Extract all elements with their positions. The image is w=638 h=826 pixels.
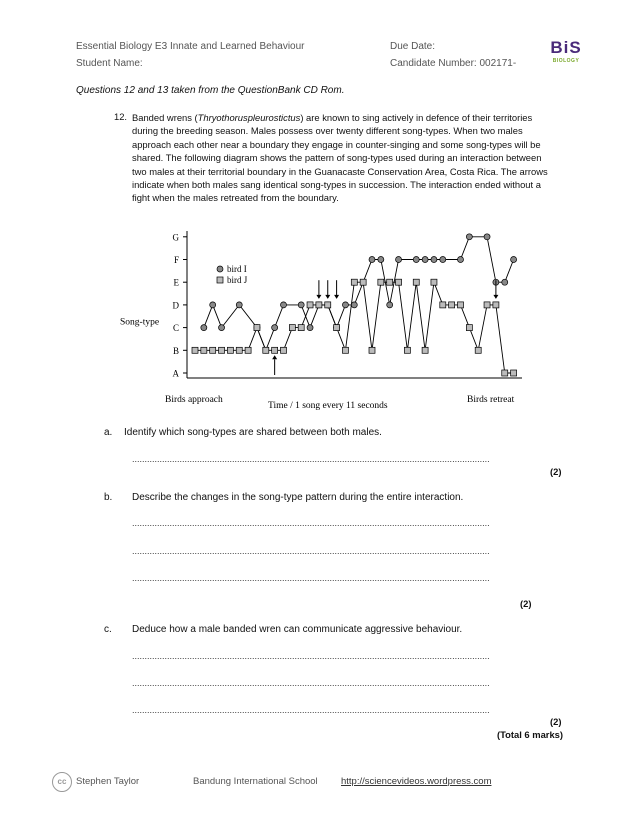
data-point-bird-j (334, 325, 340, 331)
data-point-bird-i (422, 257, 428, 263)
arrow-up-head (272, 355, 277, 359)
answer-line-a1[interactable]: ............................................................................................................................................... (132, 454, 490, 464)
data-point-bird-j (422, 347, 428, 353)
data-point-bird-j (192, 347, 198, 353)
answer-line-c2[interactable]: ............................................................................................................................................... (132, 678, 490, 688)
candidate-number: Candidate Number: 002171- (390, 58, 517, 69)
data-point-bird-j (378, 279, 384, 285)
y-tick-label: F (173, 255, 179, 265)
data-point-bird-i (236, 302, 242, 308)
source-note: Questions 12 and 13 taken from the QuestionBank CD Rom. (76, 85, 345, 96)
legend-marker-bird-j (217, 277, 223, 283)
data-point-bird-i (369, 257, 375, 263)
arrow-down-head (316, 295, 321, 299)
data-point-bird-j (263, 347, 269, 353)
data-point-bird-j (387, 279, 393, 285)
data-point-bird-j (236, 347, 242, 353)
data-point-bird-j (369, 347, 375, 353)
data-point-bird-j (404, 347, 410, 353)
data-point-bird-j (360, 279, 366, 285)
data-point-bird-j (440, 302, 446, 308)
data-point-bird-j (484, 302, 490, 308)
data-point-bird-j (281, 347, 287, 353)
y-tick-label: B (172, 345, 179, 356)
data-point-bird-i (440, 257, 446, 263)
part-a-question: Identify which song-types are shared between both males. (124, 427, 382, 438)
data-point-bird-j (511, 370, 517, 376)
data-point-bird-i (387, 302, 393, 308)
series-line-bird-i (204, 237, 514, 350)
data-point-bird-i (396, 257, 402, 263)
data-point-bird-i (307, 325, 313, 331)
data-point-bird-j (289, 325, 295, 331)
x-end-label: Birds retreat (467, 395, 515, 405)
data-point-bird-i (272, 325, 278, 331)
data-point-bird-j (254, 325, 260, 331)
student-name-label: Student Name: (76, 58, 143, 69)
data-point-bird-j (351, 279, 357, 285)
data-point-bird-i (466, 234, 472, 240)
due-date-label: Due Date: (390, 41, 436, 52)
part-b-marks: (2) (520, 598, 532, 609)
x-axis-label: Time / 1 song every 11 seconds (268, 401, 388, 411)
data-point-bird-j (245, 347, 251, 353)
song-type-chart (112, 225, 532, 415)
data-point-bird-i (201, 325, 207, 331)
part-c-question: Deduce how a male banded wren can communicate aggressive behaviour. (132, 624, 463, 635)
data-point-bird-j (502, 370, 508, 376)
part-c-label: c. (104, 624, 112, 635)
y-tick-label: G (172, 232, 179, 243)
data-point-bird-i (378, 257, 384, 263)
data-point-bird-i (413, 257, 419, 263)
course-title: Essential Biology E3 Innate and Learned Behaviour (76, 41, 305, 52)
part-b-question: Describe the changes in the song-type pattern during the entire interaction. (132, 492, 464, 503)
arrow-down-head (334, 295, 339, 299)
data-point-bird-j (227, 347, 233, 353)
data-point-bird-j (325, 302, 331, 308)
data-point-bird-i (351, 302, 357, 308)
data-point-bird-j (342, 347, 348, 353)
data-point-bird-j (449, 302, 455, 308)
arrow-down-head (493, 295, 498, 299)
footer-link[interactable]: http://sciencevideos.wordpress.com (341, 776, 492, 787)
species-name: Thryothoruspleurostictus (197, 112, 301, 123)
y-axis-label: Song-type (120, 317, 160, 328)
data-point-bird-i (210, 302, 216, 308)
answer-line-b2[interactable]: ............................................................................................................................................... (132, 546, 490, 556)
series-line-bird-j (195, 282, 514, 373)
answer-line-b3[interactable]: ............................................................................................................................................... (132, 573, 490, 583)
data-point-bird-j (210, 347, 216, 353)
data-point-bird-j (307, 302, 313, 308)
y-tick-label: A (172, 368, 179, 379)
legend-marker-bird-i (217, 266, 223, 272)
data-point-bird-i (298, 302, 304, 308)
data-point-bird-j (298, 325, 304, 331)
data-point-bird-i (511, 257, 517, 263)
data-point-bird-j (316, 302, 322, 308)
data-point-bird-j (413, 279, 419, 285)
legend-label-bird-j: bird J (227, 275, 248, 285)
data-point-bird-i (431, 257, 437, 263)
answer-line-c1[interactable]: ............................................................................................................................................... (132, 651, 490, 661)
data-point-bird-j (466, 325, 472, 331)
y-tick-label: E (173, 277, 179, 288)
part-b-label: b. (104, 492, 113, 503)
data-point-bird-i (484, 234, 490, 240)
y-tick-label: D (172, 300, 179, 311)
question-number: 12. (114, 111, 128, 122)
data-point-bird-i (342, 302, 348, 308)
question-text: Banded wrens (Thryothoruspleurostictus) are known to sing actively in defence of their territories during the breeding season. Males possess over twenty different song-types. When two males approach each other near a boundary they engage in counter-singing and some song-types will be shared. The following diagram shows the pattern of song-types used during an interaction between two males at their territorial boundary in the Guanacaste Conservation Area, Costa Rica. The arrows indicate when both males sang identical song-types in succession. The interaction ended without a fight when the males retreated from the boundary. (132, 112, 548, 204)
data-point-bird-j (493, 302, 499, 308)
part-a-label: a. (104, 427, 113, 438)
data-point-bird-i (219, 325, 225, 331)
answer-line-b1[interactable]: ............................................................................................................................................... (132, 518, 490, 528)
data-point-bird-i (458, 257, 464, 263)
data-point-bird-j (219, 347, 225, 353)
footer-school: Bandung International School (193, 776, 318, 787)
answer-line-c3[interactable]: ............................................................................................................................................... (132, 705, 490, 715)
data-point-bird-j (396, 279, 402, 285)
creative-commons-icon: cc (52, 772, 72, 792)
part-c-marks: (2) (550, 716, 562, 727)
data-point-bird-j (431, 279, 437, 285)
total-marks: (Total 6 marks) (497, 729, 563, 740)
y-tick-label: C (172, 323, 179, 334)
data-point-bird-j (272, 347, 278, 353)
x-start-label: Birds approach (165, 395, 223, 405)
data-point-bird-j (458, 302, 464, 308)
data-point-bird-j (201, 347, 207, 353)
data-point-bird-i (502, 279, 508, 285)
footer-author: Stephen Taylor (76, 776, 140, 787)
legend-label-bird-i: bird I (227, 264, 247, 274)
data-point-bird-i (281, 302, 287, 308)
arrow-down-head (325, 295, 330, 299)
bis-logo: BiS BIOLOGY (550, 38, 582, 64)
part-a-marks: (2) (550, 466, 562, 477)
data-point-bird-j (475, 347, 481, 353)
